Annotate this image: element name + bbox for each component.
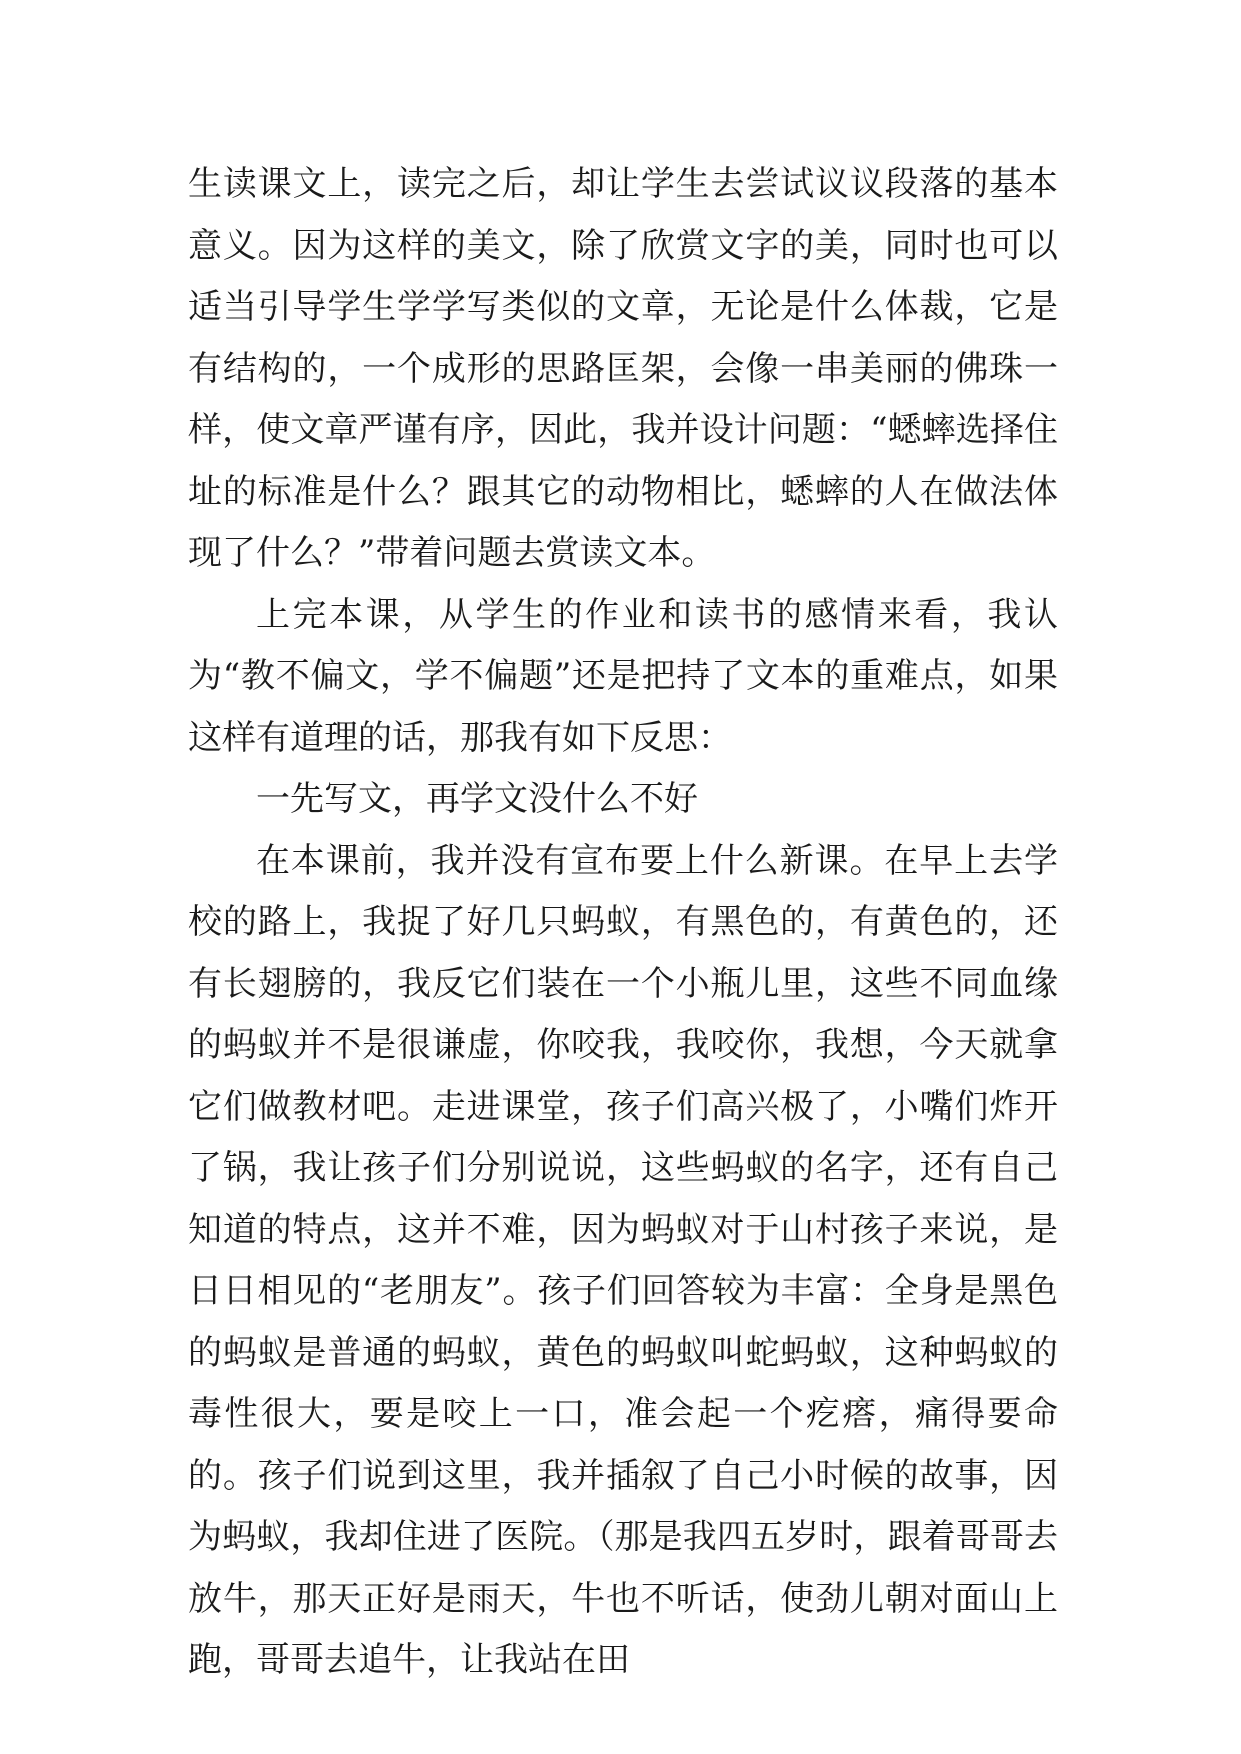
paragraph-ant-story: 在本课前，我并没有宣布要上什么新课。在早上去学校的路上，我捉了好几只蚂蚁，有黑色的，有黄色的，还有长翅膀的，我反它们装在一个小瓶儿里，这些不同血缘的蚂蚁并不是很谦虚，你咬我，我咬你，我想，今天就拿它们做教材吧。走进课堂，孩子们高兴极了，小嘴们炸开了锅，我让孩子们分别说说，这些蚂蚁的名字，还有自己知道的特点，这并不难，因为蚂蚁对于山村孩子来说，是日日相见的“老朋友”。孩子们回答较为丰富：全身是黑色的蚂蚁是普通的蚂蚁，黄色的蚂蚁叫蛇蚂蚁，这种蚂蚁的毒性很大，要是咬上一口，准会起一个疙瘩，痛得要命的。孩子们说到这里，我并插叙了自己小时候的故事，因为蚂蚁，我却住进了医院。（那是我四五岁时，跟着哥哥去放牛，那天正好是雨天，牛也不听话，使劲儿朝对面山上跑，哥哥去追牛，让我站在田 <box>188 840 1058 1680</box>
paragraph-reading-method: 生读课文上，读完之后，却让学生去尝试议议段落的基本意义。因为这样的美文，除了欣赏文字的美，同时也可以适当引导学生学学写类似的文章，无论是什么体裁，它是有结构的，一个成形的思路匡架，会像一串美丽的佛珠一样，使文章严谨有序，因此，我并设计问题：“蟋蟀选择住址的标准是什么？跟其它的动物相比，蟋蟀的人在做法体现了什么？”带着问题去赏读文本。 <box>188 164 1058 573</box>
document-page <box>188 154 1058 1692</box>
paragraph-reflection-intro: 上完本课，从学生的作业和读书的感情来看，我认为“教不偏文，学不偏题”还是把持了文本的重难点，如果这样有道理的话，那我有如下反思： <box>188 594 1058 758</box>
section-heading: 一先写文，再学文没什么不好 <box>256 779 698 819</box>
